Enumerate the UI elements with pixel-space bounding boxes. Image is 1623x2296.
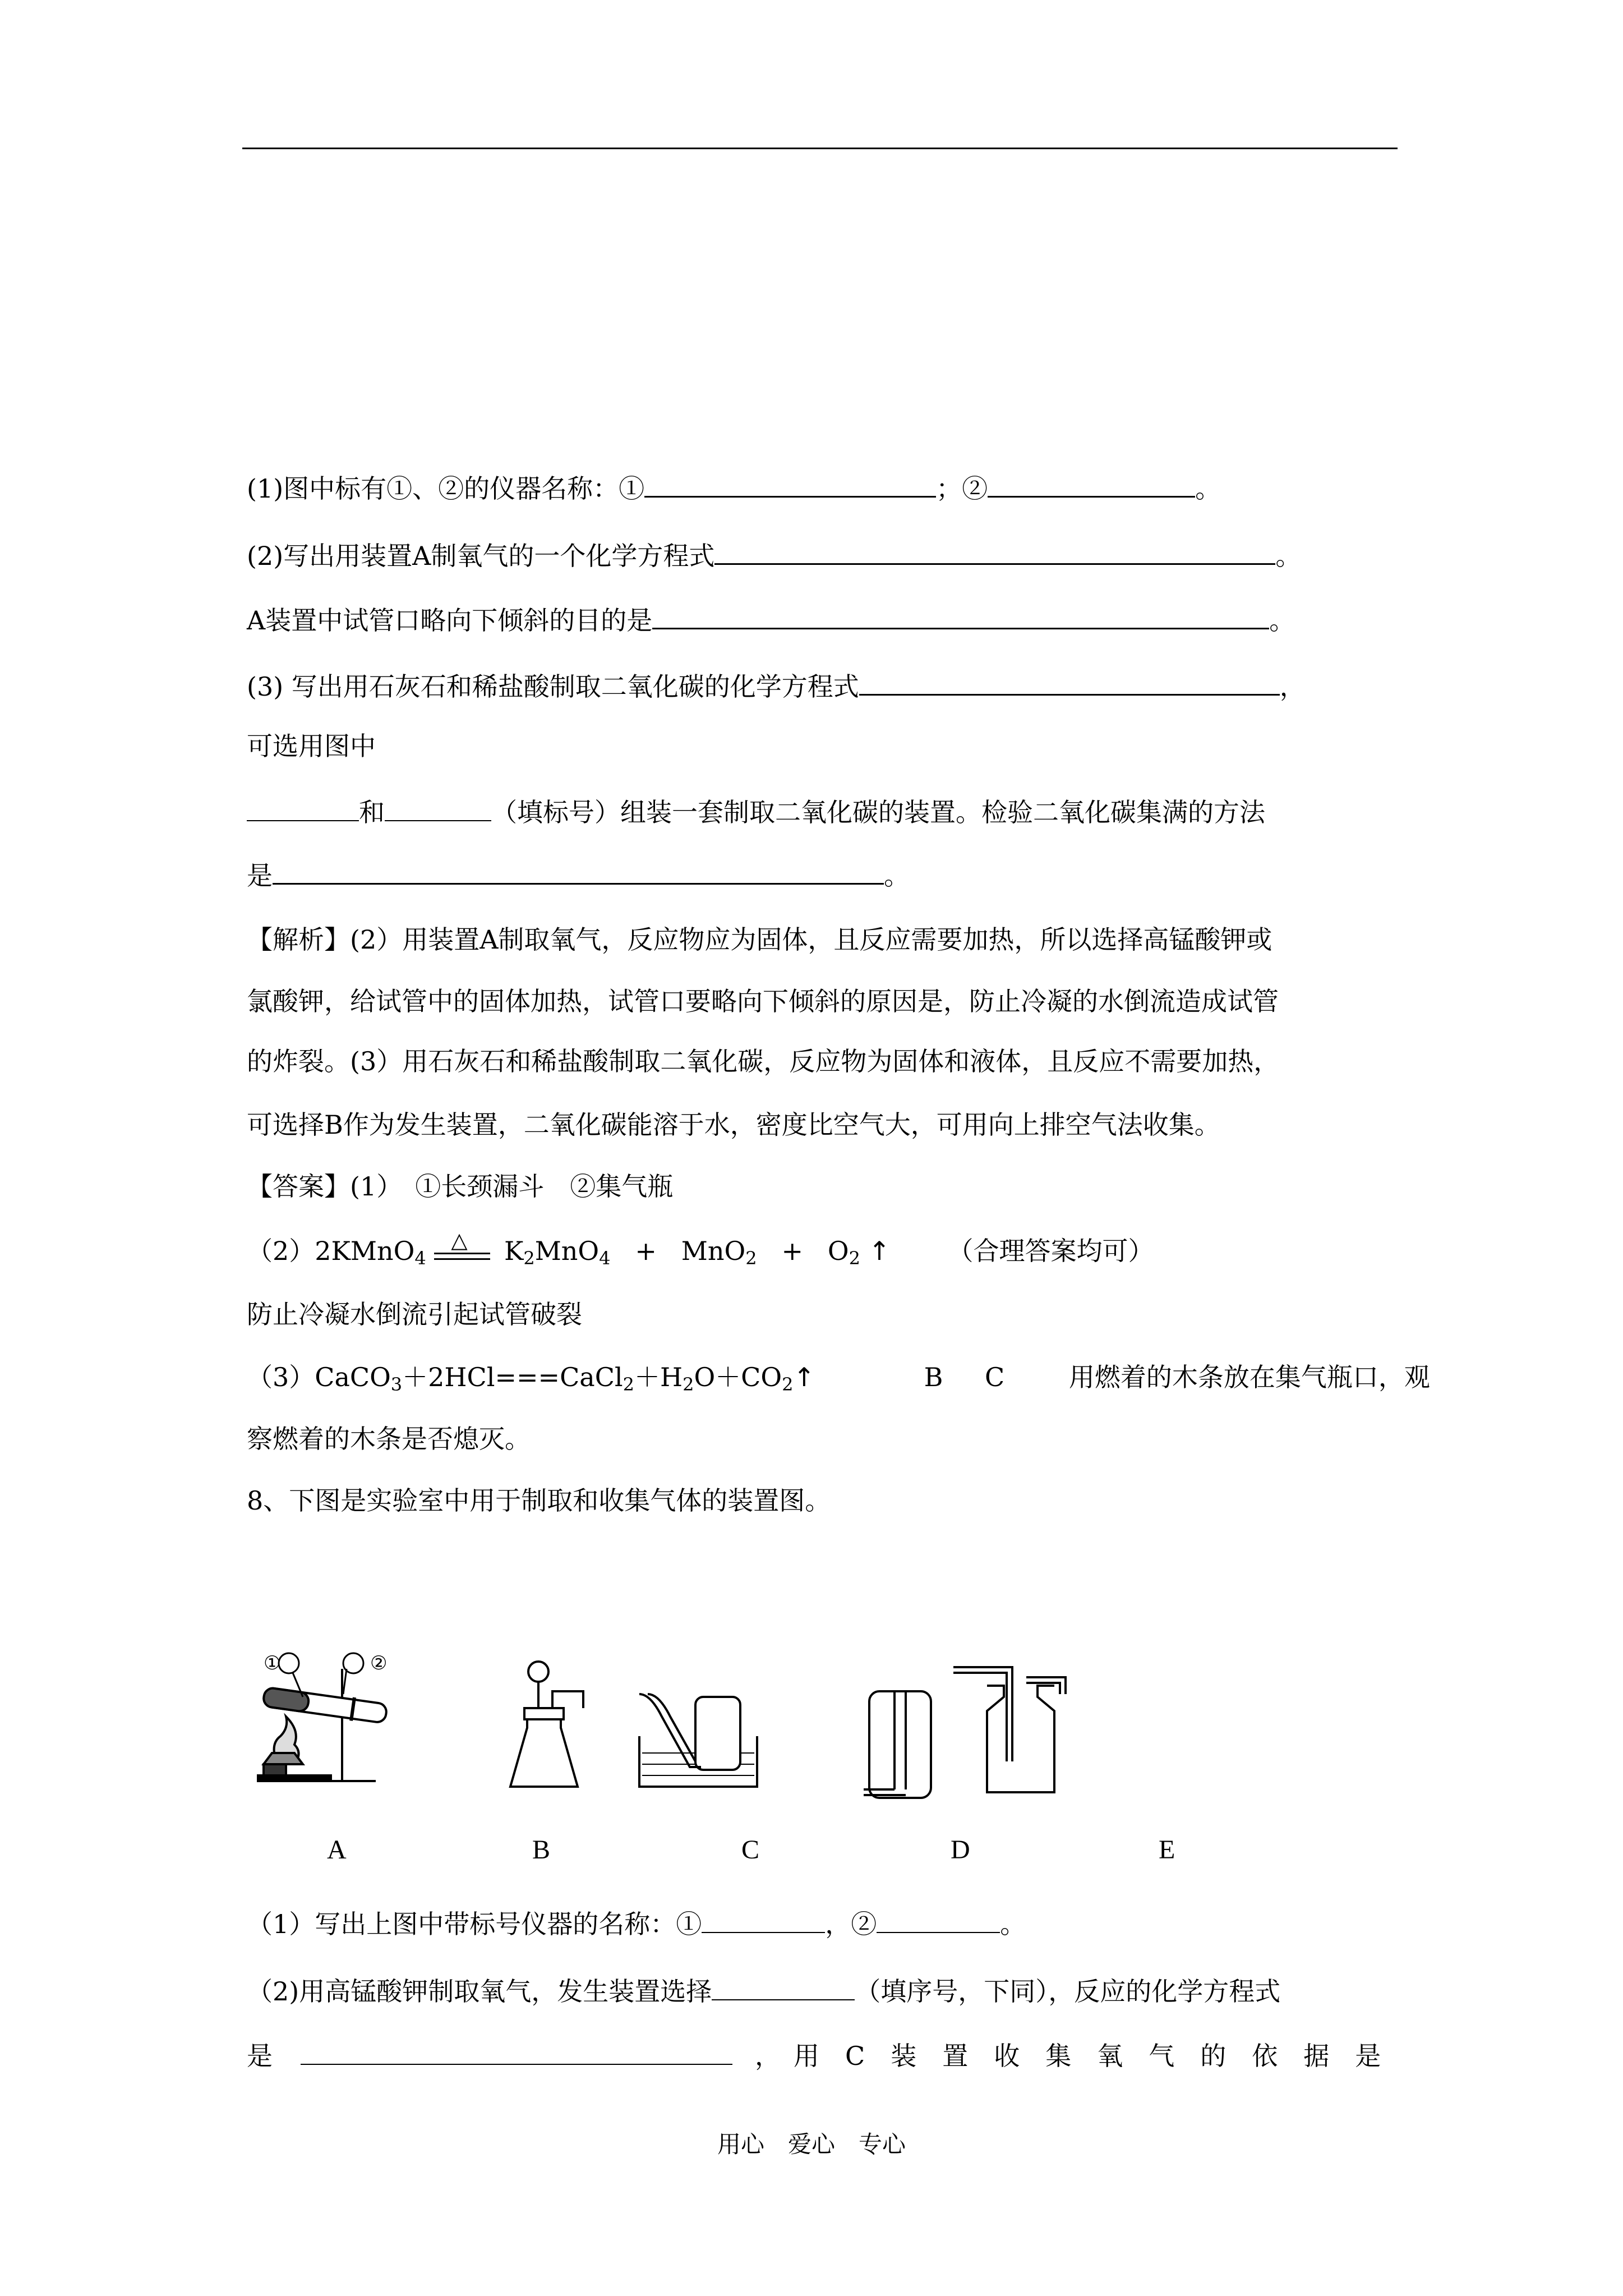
question-1-line: (1)图中标有①、②的仪器名称：① ；② 。	[247, 471, 1221, 505]
answer-blank[interactable]	[385, 795, 491, 821]
marker-2-label: ②	[370, 1652, 388, 1674]
gas-arrow-icon: ↑	[793, 1362, 815, 1392]
answer-blank[interactable]	[877, 1907, 1000, 1933]
question-8-1-line: （1）写出上图中带标号仪器的名称：① ，② 。	[247, 1907, 1026, 1941]
apparatus-figure	[247, 1632, 1256, 1868]
question-3d-line: 是 。	[247, 858, 910, 892]
fig-label-b: B	[532, 1835, 551, 1865]
answer-blank[interactable]	[301, 2039, 732, 2065]
answer-blank[interactable]	[859, 669, 1280, 696]
analysis-line-4: 可选择B作为发生装置，二氧化碳能溶于水，密度比空气大，可用向上排空气法收集。	[247, 1110, 1220, 1140]
answer-blank[interactable]	[273, 858, 884, 885]
analysis-line-2: 氯酸钾，给试管中的固体加热，试管口要略向下倾斜的原因是，防止冷凝的水倒流造成试管	[247, 986, 1279, 1016]
question-8-title: 8、下图是实验室中用于制取和收集气体的装置图。	[247, 1485, 831, 1516]
answer-blank[interactable]	[702, 1907, 825, 1933]
question-3b-line: 可选用图中	[247, 731, 376, 761]
answer-line-2: （2）2KMnO$_4$ △ $K_2MnO_4$ + MnO$_2$ + $O_2$ ↑ （合理答案均可）	[247, 1228, 1154, 1269]
heat-equals-sign: △	[434, 1239, 496, 1267]
apparatus-e	[953, 1667, 1066, 1792]
question-8-3-line: 是 ， 用 C 装 置 收 集 氧 气 的 依 据 是	[247, 2039, 1381, 2073]
analysis-line-1: 【解析】(2）用装置A制取氧气，反应物应为固体，且反应需要加热，所以选择高锰酸钾或	[247, 924, 1272, 955]
answer-blank[interactable]	[247, 795, 359, 821]
answer-blank[interactable]	[988, 471, 1195, 498]
page-footer: 用心 爱心 专心	[717, 2131, 906, 2158]
header-rule	[242, 148, 1398, 149]
analysis-line-3: 的炸裂。(3）用石灰石和稀盐酸制取二氧化碳，反应物为固体和液体，且反应不需要加热，	[247, 1046, 1280, 1076]
question-3-line: (3) 写出用石灰石和稀盐酸制取二氧化碳的化学方程式 ，	[247, 669, 1306, 703]
apparatus-c	[639, 1694, 757, 1787]
answer-line-3: $(3)CaCO_3+2HCl===CaCl_2+H_2O+CO_2↑$ B C 用燃着的木条放在集气瓶口，观	[247, 1360, 1430, 1401]
apparatus-b	[510, 1662, 583, 1787]
answer-blank[interactable]	[652, 603, 1269, 629]
answer-blank[interactable]	[644, 471, 936, 498]
answer-line-2b: 防止冷凝水倒流引起试管破裂	[247, 1299, 582, 1329]
question-2-line: (2)写出用装置A制氧气的一个化学方程式 。	[247, 539, 1301, 573]
fig-label-d: D	[951, 1835, 970, 1865]
question-2b-line: A装置中试管口略向下倾斜的目的是 。	[247, 603, 1295, 637]
apparatus-d	[864, 1691, 931, 1798]
answer-blank[interactable]	[712, 1975, 855, 2000]
question-8-2-line: （2)用高锰酸钾制取氧气，发生装置选择 （填序号，下同），反应的化学方程式	[247, 1975, 1280, 2008]
marker-1-label: ①	[264, 1652, 281, 1674]
fig-label-c: C	[741, 1835, 760, 1865]
answer-line-3b: 察燃着的木条是否熄灭。	[247, 1424, 531, 1454]
fig-label-e: E	[1159, 1835, 1175, 1865]
answer-line-1: 【答案】(1） ①长颈漏斗 ②集气瓶	[247, 1171, 674, 1202]
question-3c-line: 和 （填标号）组装一套制取二氧化碳的装置。检验二氧化碳集满的方法	[247, 795, 1265, 829]
fig-label-a: A	[327, 1835, 347, 1865]
gas-arrow-icon: ↑	[868, 1236, 891, 1266]
answer-blank[interactable]	[714, 539, 1275, 565]
